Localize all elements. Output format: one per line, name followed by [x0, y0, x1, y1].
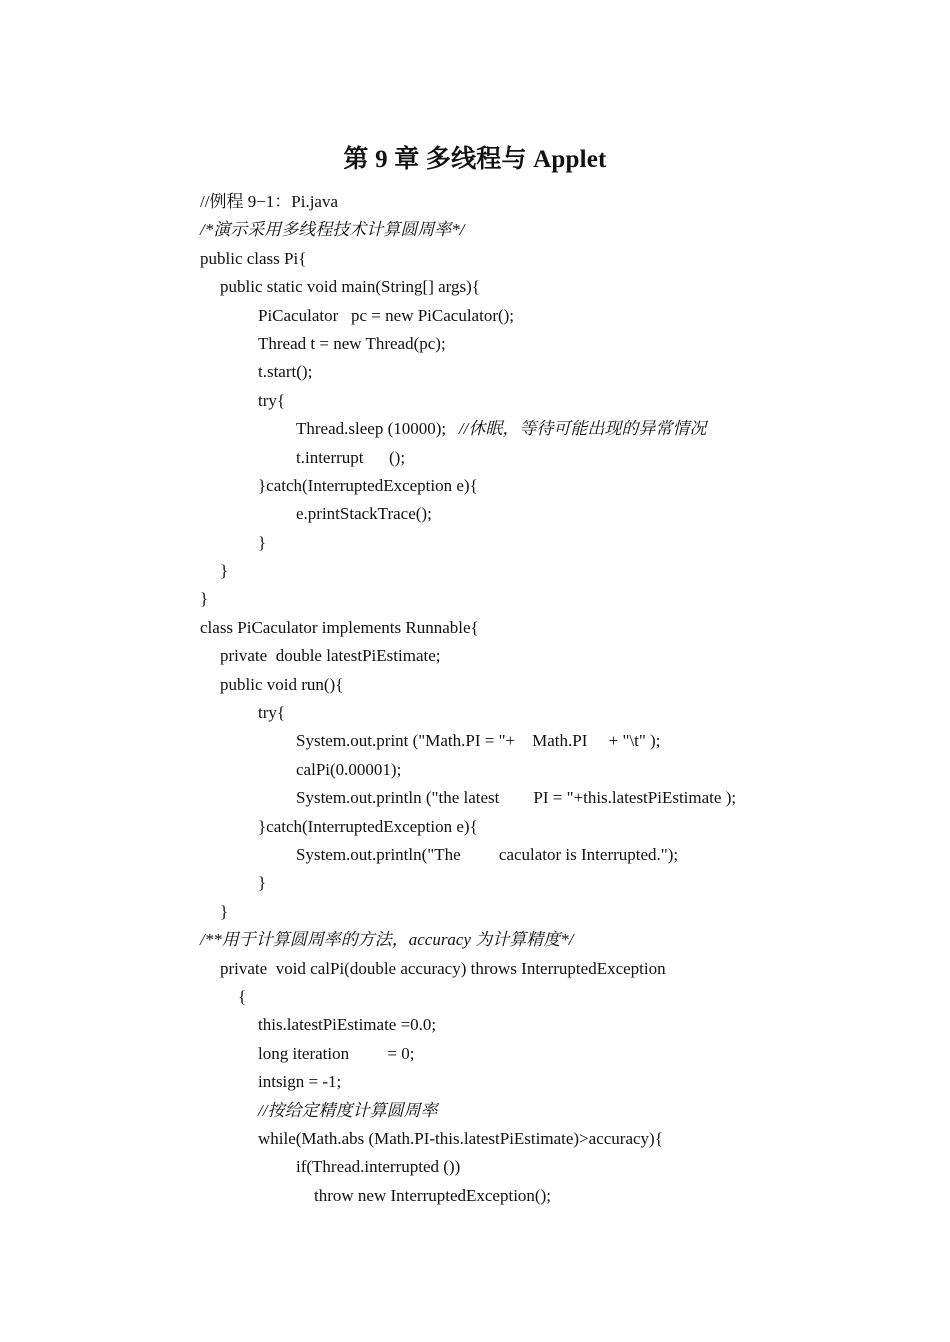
code-text: PiCaculator pc = new PiCaculator(); — [258, 305, 515, 325]
code-text: } — [258, 532, 267, 552]
code-line-36 — [200, 1182, 920, 1210]
code-text: } — [220, 901, 229, 921]
code-text: t.interrupt (); — [296, 447, 406, 467]
code-line-7 — [200, 358, 920, 386]
code-text: calPi(0.00001); — [296, 759, 402, 779]
chapter-title: 第 9 章 多线程与 Applet — [343, 146, 607, 173]
code-text: while(Math.abs (Math.PI-this.latestPiEstimate)>accuracy){ — [258, 1128, 663, 1148]
code-line-21 — [200, 756, 920, 784]
comment-text: /**用于计算圆周率的方法，accuracy 为计算精度*/ — [200, 930, 574, 950]
code-line-32 — [200, 1068, 920, 1096]
comment-text: //休眠，等待可能出现的异常情况 — [458, 419, 707, 439]
code-line-24 — [200, 841, 920, 869]
code-text: class PiCaculator implements Runnable{ — [200, 617, 479, 637]
code-line-15 — [200, 585, 920, 613]
code-line-17 — [200, 642, 920, 670]
code-line-20 — [200, 727, 920, 755]
code-line-6 — [200, 330, 920, 358]
code-line-22 — [200, 784, 920, 812]
code-text: t.start(); — [258, 362, 313, 382]
code-text: Thread t = new Thread(pc); — [258, 333, 446, 353]
code-line-11 — [200, 472, 920, 500]
code-text: System.out.print ("Math.PI = "+ Math.PI + "\t" ); — [296, 731, 661, 751]
code-text: private double latestPiEstimate; — [220, 646, 441, 666]
code-line-8 — [200, 387, 920, 415]
code-text: System.out.println ("the latest PI = "+this.latestPiEstimate ); — [296, 788, 737, 808]
code-text: if(Thread.interrupted ()) — [296, 1157, 461, 1177]
code-text: } — [220, 561, 229, 581]
code-line-30 — [200, 1011, 920, 1039]
code-text: { — [238, 986, 247, 1006]
code-line-9 — [200, 415, 920, 443]
code-text: this.latestPiEstimate =0.0; — [258, 1015, 437, 1035]
code-text: try{ — [258, 703, 286, 723]
code-text: throw new InterruptedException(); — [314, 1185, 551, 1205]
code-line-5 — [200, 302, 920, 330]
example-caption: //例程 9−1：Pi.java — [200, 192, 339, 211]
code-line-16 — [200, 614, 920, 642]
code-text: long iteration = 0; — [258, 1043, 415, 1063]
code-line-1 — [200, 188, 920, 216]
code-text: } — [200, 589, 209, 609]
code-text: System.out.println("The caculator is Interrupted."); — [296, 844, 679, 864]
code-line-34 — [200, 1125, 920, 1153]
code-line-26 — [200, 898, 920, 926]
code-line-23 — [200, 813, 920, 841]
comment-text: /*演示采用多线程技术计算圆周率*/ — [200, 220, 465, 240]
code-text: public static void main(String[] args){ — [220, 277, 480, 297]
code-line-35 — [200, 1153, 920, 1181]
code-line-12 — [200, 500, 920, 528]
code-line-33 — [200, 1097, 920, 1125]
code-text: try{ — [258, 390, 286, 410]
code-line-10 — [200, 444, 920, 472]
code-text: }catch(InterruptedException e){ — [258, 475, 478, 495]
code-line-13 — [200, 529, 920, 557]
code-text: }catch(InterruptedException e){ — [258, 816, 478, 836]
code-text: intsign = -1; — [258, 1072, 342, 1092]
code-line-18 — [200, 671, 920, 699]
code-listing — [200, 188, 920, 1210]
code-line-25 — [200, 869, 920, 897]
comment-text: //按给定精度计算圆周率 — [258, 1100, 438, 1120]
code-line-2 — [200, 216, 920, 244]
code-line-28 — [200, 955, 920, 983]
code-line-19 — [200, 699, 920, 727]
code-line-4 — [200, 273, 920, 301]
code-text: e.printStackTrace(); — [296, 504, 432, 524]
code-text: } — [258, 873, 267, 893]
code-text: public void run(){ — [220, 674, 344, 694]
code-line-14 — [200, 557, 920, 585]
code-text: public class Pi{ — [200, 248, 307, 268]
code-line-3 — [200, 245, 920, 273]
code-line-29 — [200, 983, 920, 1011]
code-line-31 — [200, 1040, 920, 1068]
code-text: Thread.sleep (10000); — [296, 419, 459, 439]
code-text: private void calPi(double accuracy) throws InterruptedException — [220, 958, 666, 978]
code-line-27 — [200, 926, 920, 954]
